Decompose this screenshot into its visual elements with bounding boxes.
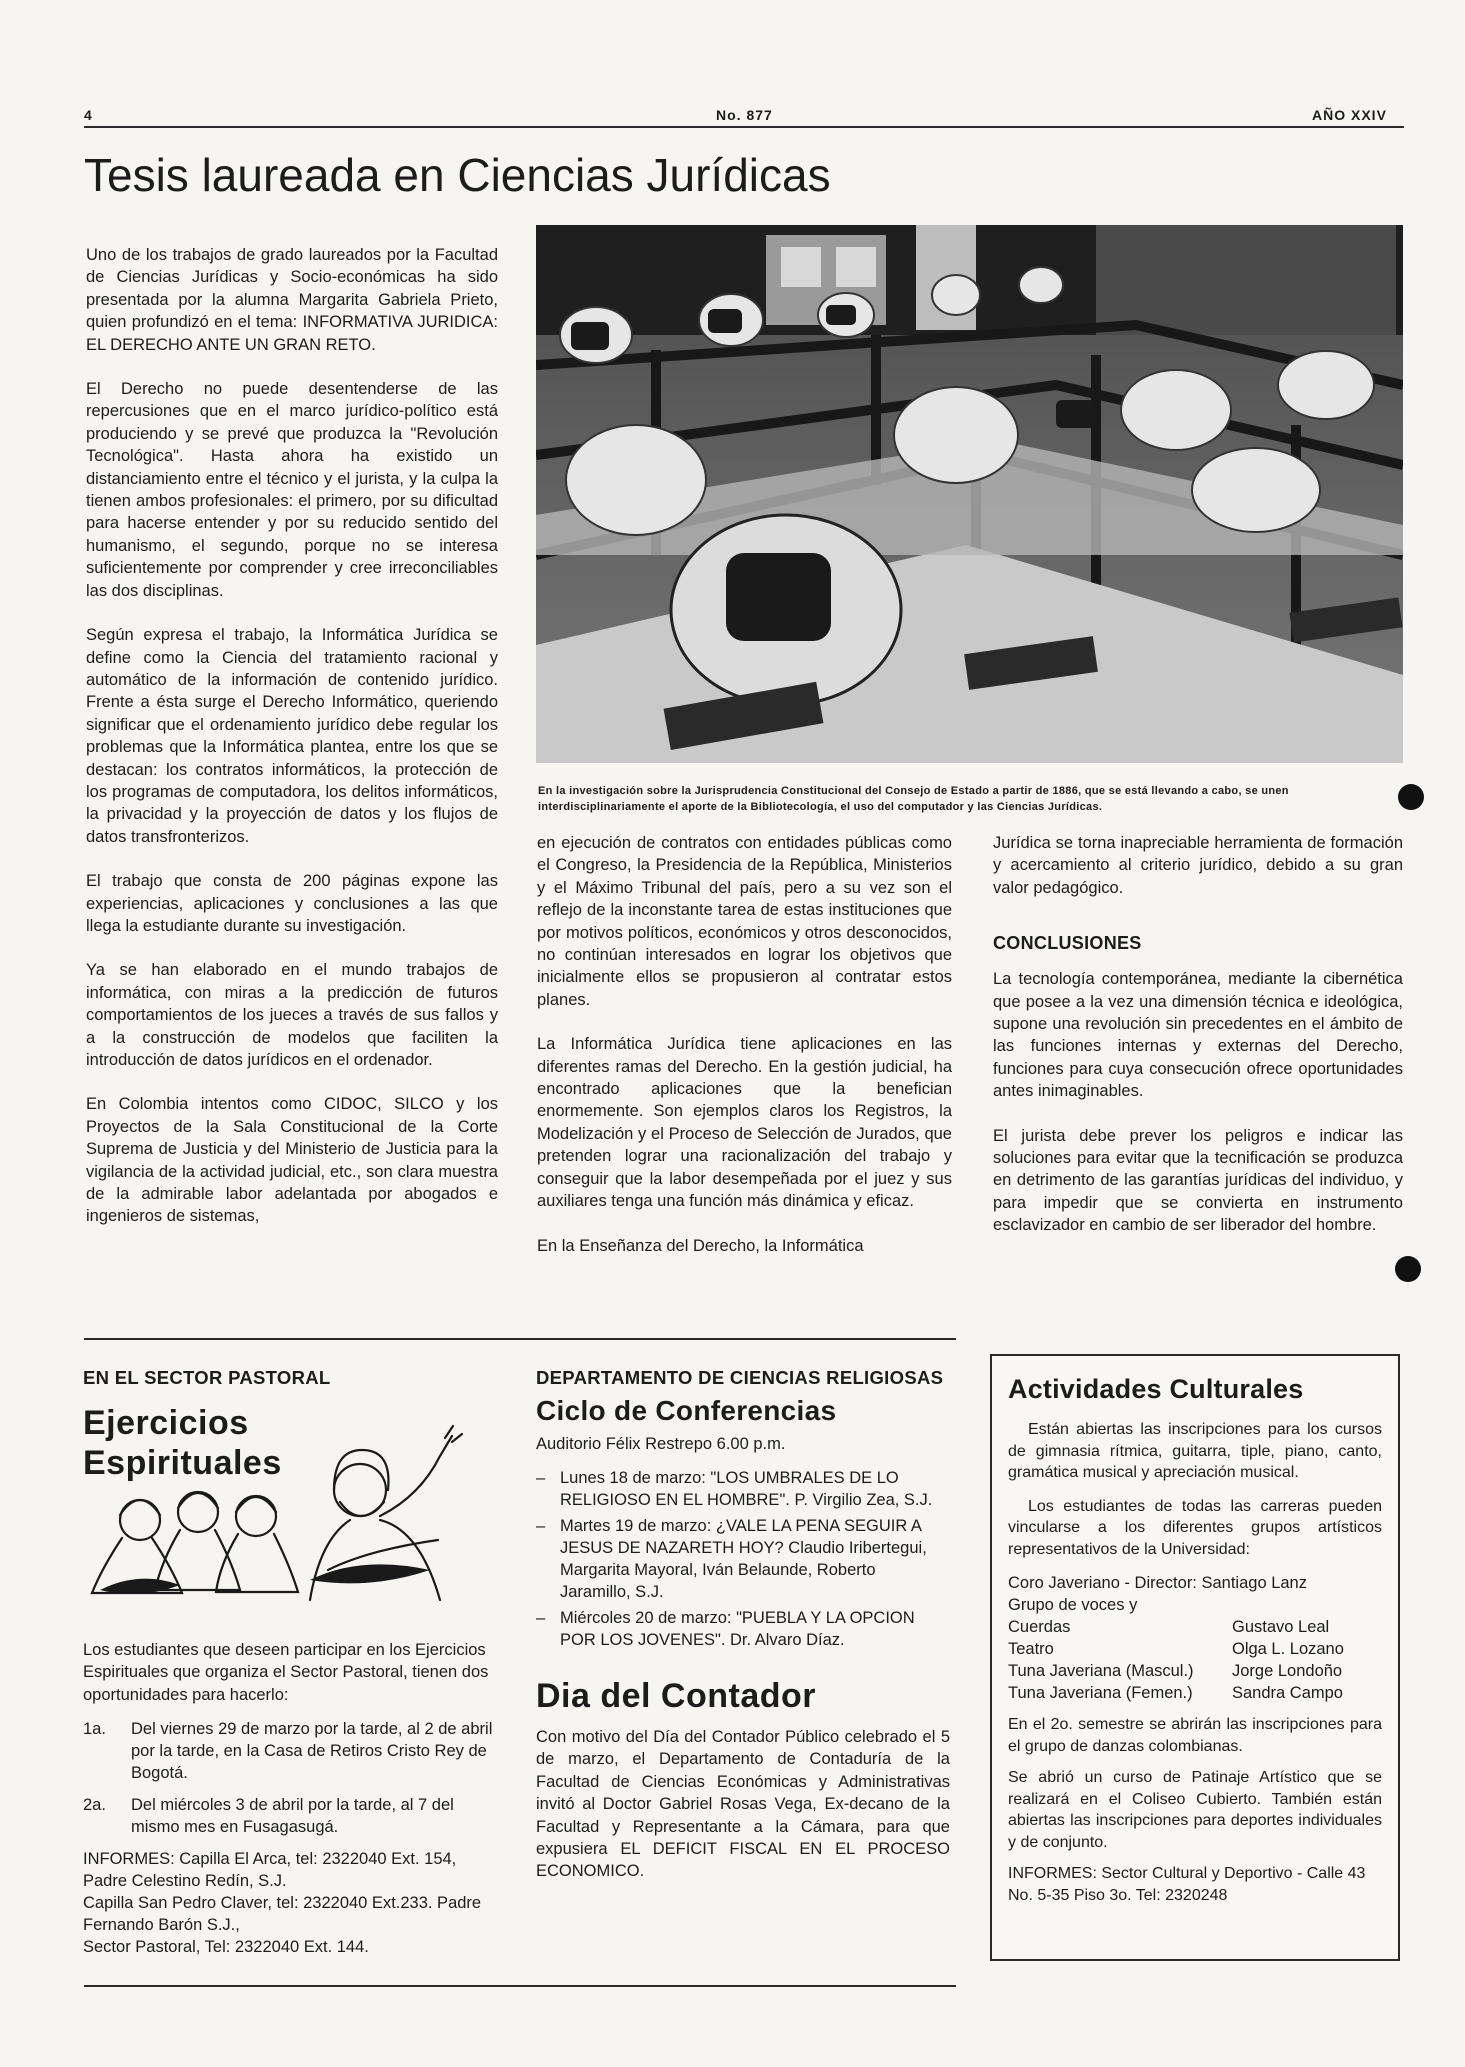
paragraph: El jurista debe prever los peligros e indicar las soluciones para evitar que la tecnificación se produzca en detrimento de las garantías jurídicas del individuo, y para impedir que se convierta en instrumento esclavizador en cambio de ser liberador del hombre.	[993, 1126, 1403, 1235]
header-rule	[84, 126, 1404, 128]
photo-caption: En la investigación sobre la Jurisprudencia Constitucional del Consejo de Estado a partir de 1886, que se está llevando a cabo, se unen interdisciplinariamente el aporte de la Bibliotecología, el uso del computador y las Ciencias Jurídicas.	[538, 785, 1289, 813]
pastoral-kicker: EN EL SECTOR PASTORAL	[83, 1367, 331, 1388]
group-row	[1008, 1616, 1382, 1638]
pastoral-title-line2: Espirituales	[83, 1444, 282, 1482]
group-row	[1008, 1572, 1382, 1594]
cultural-paragraph: Se abrió un curso de Patinaje Artístico que se realizará en el Coliseo Cubierto. También están abiertas las inscripciones para deportes individuales y de conjunto.	[1008, 1769, 1382, 1851]
option-number: 1a.	[83, 1720, 106, 1739]
article-column-1	[86, 244, 498, 1228]
group-director: Olga L. Lozano	[1232, 1640, 1344, 1658]
pastoral-intro: Los estudiantes que deseen participar en los Ejercicios Espirituales que organiza el Sector Pastoral, tienen dos oportunidades para hacerlo:	[83, 1641, 489, 1704]
group-row	[1008, 1682, 1382, 1704]
paragraph: Ya se han elaborado en el mundo trabajos de informática, con miras a la predicción de futuros comportamientos de los jueces a través de sus fallos y a la construcción de modelos que faciliten la introducción de datos jurídicos en el ordenador.	[86, 961, 498, 1069]
conclusions-heading: CONCLUSIONES	[993, 933, 1142, 954]
cultural-groups	[1008, 1572, 1382, 1704]
margin-bullet-icon	[1395, 1256, 1421, 1282]
conference-item: – Lunes 18 de marzo: "LOS UMBRALES DE LO RELIGIOSO EN EL HOMBRE". P. Virgilio Zea, S.J.	[536, 1467, 950, 1511]
paragraph: El trabajo que consta de 200 páginas expone las experiencias, aplicaciones y conclusiones a las que llega la estudiante durante su investigación.	[86, 872, 498, 935]
conference-item: – Martes 19 de marzo: ¿VALE LA PENA SEGUIR A JESUS DE NAZARETH HOY? Claudio Iribertegui, Margarita Mayoral, Iván Belaunde, Roberto Jaramillo, S.J.	[536, 1515, 950, 1603]
option-number: 2a.	[83, 1796, 106, 1815]
cultural-activities-box	[990, 1354, 1400, 1961]
pastoral-option	[83, 1794, 501, 1838]
group-name: Cuerdas	[1008, 1618, 1071, 1636]
group-name: Teatro	[1008, 1640, 1054, 1658]
article-column-2	[537, 832, 952, 1257]
conferences-title: Ciclo de Conferencias	[536, 1395, 837, 1426]
group-name: Tuna Javeriana (Femen.)	[1008, 1684, 1193, 1702]
page-number: 4	[84, 107, 93, 123]
margin-bullet-icon	[1398, 784, 1424, 810]
conferences-section	[536, 1367, 950, 1905]
conferences-venue: Auditorio Félix Restrepo 6.00 p.m.	[536, 1435, 786, 1453]
paragraph: Según expresa el trabajo, la Informática Jurídica se define como la Ciencia del tratamiento racional y automático de la información de contenido jurídico. Frente a ésta surge el Derecho Informático, queriendo significar que el ordenamiento jurídico debe regular los problemas que la Informática plantea, entre los que se destacan: los contratos informáticos, la protección de los programas de computadora, los delitos informáticos, la privacidad y la proyección de datos y los flujos de datos transfronterizos.	[86, 626, 498, 846]
section-rule	[84, 1338, 956, 1340]
group-director: Jorge Londoño	[1232, 1662, 1343, 1680]
group-row	[1008, 1594, 1382, 1616]
pastoral-option	[83, 1718, 501, 1784]
paragraph: La Informática Jurídica tiene aplicaciones en las diferentes ramas del Derecho. En la gestión judicial, ha encontrado aplicaciones que la benefician enormemente. Son ejemplos claros los Registros, la Modelización y el Proceso de Selección de Jurados, que pretenden lograr una racionalización del trabajo y conseguir que la labor desempeñada por el juez y sus auxiliares tenga una función más dinámica y eficaz.	[537, 1035, 952, 1211]
option-text: Del viernes 29 de marzo por la tarde, al 2 de abril por la tarde, en la Casa de Retiros Cristo Rey de Bogotá.	[131, 1720, 493, 1783]
cultural-informes: INFORMES: Sector Cultural y Deportivo - Calle 43 No. 5-35 Piso 3o. Tel: 2320248	[1008, 1865, 1366, 1904]
computer-lab-illustration	[536, 225, 1403, 763]
conference-text: Lunes 18 de marzo: "LOS UMBRALES DE LO RELIGIOSO EN EL HOMBRE". P. Virgilio Zea, S.J.	[560, 1469, 933, 1509]
group-name: Tuna Javeriana (Mascul.)	[1008, 1662, 1194, 1680]
year-label: AÑO XXIV	[1312, 107, 1387, 123]
option-text: Del miércoles 3 de abril por la tarde, al 7 del mismo mes en Fusagasugá.	[131, 1796, 454, 1837]
pastoral-illustration	[80, 1420, 500, 1615]
paragraph: En la Enseñanza del Derecho, la Informática	[537, 1236, 864, 1255]
pastoral-body	[83, 1639, 501, 1958]
cultural-paragraph: Están abiertas las inscripciones para los cursos de gimnasia rítmica, guitarra, tiple, piano, canto, gramática musical y apreciación musical.	[1008, 1421, 1382, 1481]
pastoral-contact: INFORMES: Capilla El Arca, tel: 2322040 Ext. 154, Padre Celestino Redín, S.J.	[83, 1850, 457, 1891]
conferences-kicker: DEPARTAMENTO DE CIENCIAS RELIGIOSAS	[536, 1367, 944, 1388]
paragraph: en ejecución de contratos con entidades públicas como el Congreso, la Presidencia de la República, Ministerios y el Máximo Tribunal del país, pero a su vez son el reflejo de la inconstante tarea de estas instituciones que por motivos políticos, económicos y otros desconocidos, no continúan interesados en lograr los objetivos que inicialmente ellos se propusieron al contratar estos planes.	[537, 834, 952, 1009]
paragraph: El Derecho no puede desentenderse de las repercusiones que en el marco jurídico-político está produciendo y se prevé que produzca la "Revolución Tecnológica". Hasta ahora ha existido un distanciamiento entre el técnico y el jurista, y la culpa la tienen ambos profesionales: el primero, por su dificultad para hacerse entender y por su reducido sentido del humanismo, el segundo, porque no se interesa suficientemente por comprender y cree irreconciliables las dos disciplinas.	[86, 380, 498, 600]
group-director: Sandra Campo	[1232, 1684, 1343, 1702]
pastoral-contact: Capilla San Pedro Claver, tel: 2322040 Ext.233. Padre Fernando Barón S.J.,	[83, 1894, 482, 1935]
group-name: Coro Javeriano - Director: Santiago Lanz	[1008, 1574, 1307, 1592]
pastoral-contact: Sector Pastoral, Tel: 2322040 Ext. 144.	[83, 1938, 369, 1957]
conference-text: Martes 19 de marzo: ¿VALE LA PENA SEGUIR A JESUS DE NAZARETH HOY? Claudio Iribertegui, Margarita Mayoral, Iván Belaunde, Roberto Jaramillo, S.J.	[560, 1517, 927, 1601]
pastoral-title-line1: Ejercicios	[83, 1404, 249, 1442]
group-row	[1008, 1638, 1382, 1660]
cultural-paragraph: Los estudiantes de todas las carreras pueden vincularse a los diferentes grupos artísticos representativos de la Universidad:	[1008, 1497, 1382, 1558]
computer-lab-photo	[536, 225, 1403, 763]
bottom-rule	[84, 1985, 956, 1987]
paragraph: Jurídica se torna inapreciable herramienta de formación y acercamiento al criterio jurídico, debido a su gran valor pedagógico.	[993, 834, 1403, 897]
conference-text: Miércoles 20 de marzo: "PUEBLA Y LA OPCION POR LOS JOVENES". Dr. Alvaro Díaz.	[560, 1609, 915, 1649]
issue-number: No. 877	[716, 107, 773, 123]
article-title: Tesis laureada en Ciencias Jurídicas	[84, 149, 831, 201]
paragraph: Uno de los trabajos de grado laureados por la Facultad de Ciencias Jurídicas y Socio-económicas ha sido presentada por la alumna Margarita Gabriela Prieto, quien profundizó en el tema: INFORMATIVA JURIDICA: EL DERECHO ANTE UN GRAN RETO.	[86, 246, 498, 354]
contador-title: Dia del Contador	[536, 1677, 817, 1715]
cultural-paragraph: En el 2o. semestre se abrirán las inscripciones para el grupo de danzas colombianas.	[1008, 1716, 1382, 1755]
article-column-3	[993, 832, 1403, 1237]
group-row	[1008, 1660, 1382, 1682]
group-name: Grupo de voces y	[1008, 1596, 1138, 1614]
group-director: Gustavo Leal	[1232, 1618, 1330, 1636]
conference-item: – Miércoles 20 de marzo: "PUEBLA Y LA OPCION POR LOS JOVENES". Dr. Alvaro Díaz.	[536, 1607, 950, 1651]
paragraph: En Colombia intentos como CIDOC, SILCO y los Proyectos de la Sala Constitucional de la Corte Suprema de Justicia y del Ministerio de Justicia para la vigilancia de la actividad judicial, etc., son clara muestra de la admirable labor adelantada por abogados e ingenieros de sistemas,	[86, 1095, 498, 1226]
people-drawing-icon	[80, 1420, 500, 1615]
paragraph: La tecnología contemporánea, mediante la cibernética que posee a la vez una dimensión técnica e ideológica, supone una revolución sin precedentes en el ámbito de las funciones internas y externas del Derecho, funciones para cuya consecución ofrece oportunidades antes inimaginables.	[993, 970, 1403, 1101]
contador-text: Con motivo del Día del Contador Público celebrado el 5 de marzo, el Departamento de Contaduría de la Facultad de Ciencias Económicas y Administrativas invitó al Doctor Gabriel Rosas Vega, Ex-decano de la Facultad y Representante a la Cámara, para que expusiera EL DEFICIT FISCAL EN EL PROCESO ECONOMICO.	[536, 1728, 950, 1881]
cultural-title: Actividades Culturales	[1008, 1374, 1304, 1404]
